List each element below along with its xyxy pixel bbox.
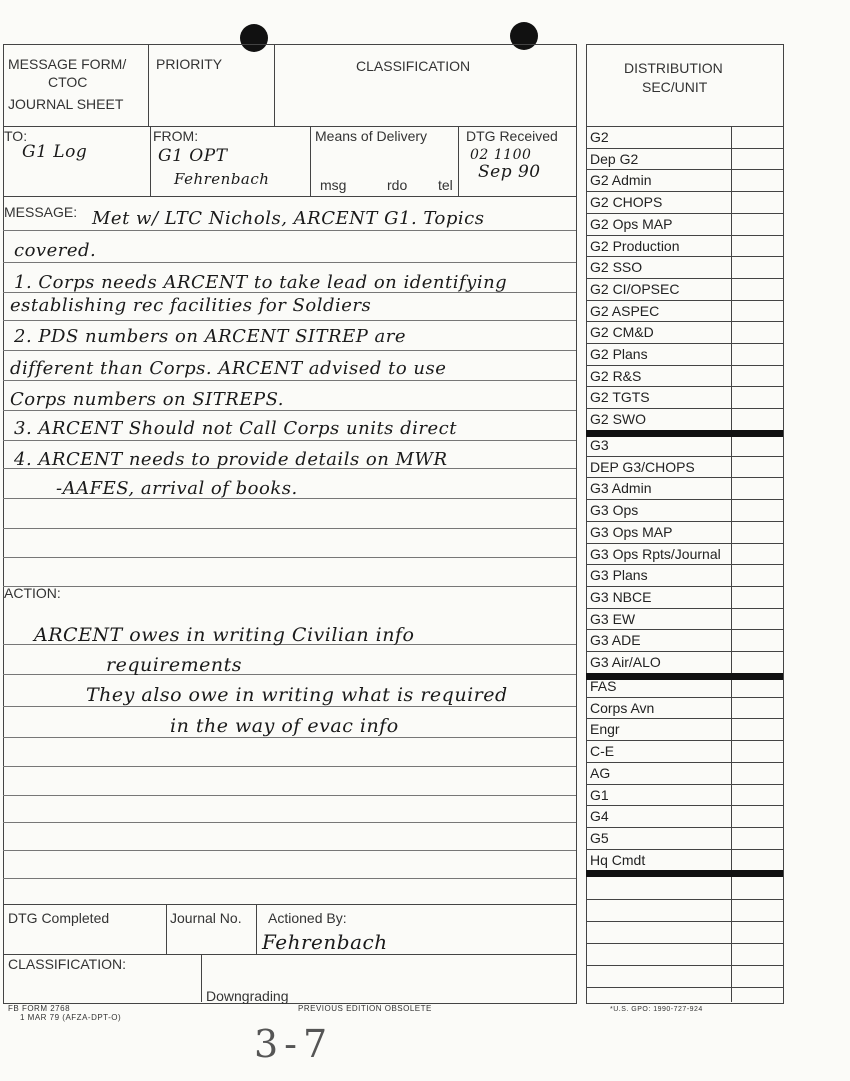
means-rdo: rdo bbox=[387, 177, 408, 193]
dtg-received-value-1: 02 1100 bbox=[470, 147, 532, 163]
distribution-row-line bbox=[586, 278, 783, 279]
distribution-row-line bbox=[586, 629, 783, 630]
distribution-item: G2 Ops MAP bbox=[590, 215, 673, 232]
distribution-item: Corps Avn bbox=[590, 699, 655, 716]
form-title-line1: MESSAGE FORM/ bbox=[8, 56, 127, 72]
action-line: They also owe in writing what is required bbox=[86, 684, 508, 706]
ruled-line bbox=[3, 795, 576, 796]
distribution-label: DISTRIBUTION bbox=[624, 60, 723, 76]
distribution-row-line bbox=[586, 408, 783, 409]
to-label: TO: bbox=[4, 128, 28, 144]
ruled-line bbox=[3, 706, 576, 707]
distribution-row-line bbox=[586, 740, 783, 741]
to-value: G1 Log bbox=[22, 142, 88, 162]
distribution-row-line bbox=[586, 300, 783, 301]
footer-classification-label: CLASSIFICATION: bbox=[8, 956, 126, 972]
distribution-row-line bbox=[586, 849, 783, 850]
distribution-row-line bbox=[586, 477, 783, 478]
distribution-item: G3 ADE bbox=[590, 632, 641, 649]
distribution-row-line bbox=[586, 697, 783, 698]
message-line: different than Corps. ARCENT advised to use bbox=[10, 358, 447, 379]
message-line: 3. ARCENT Should not Call Corps units direct bbox=[14, 418, 457, 439]
distribution-blank-row-line bbox=[586, 899, 783, 900]
distribution-row-line bbox=[586, 805, 783, 806]
message-line: 1. Corps needs ARCENT to take lead on identifying bbox=[14, 272, 508, 293]
ruled-line bbox=[3, 380, 576, 381]
ruled-line bbox=[3, 674, 576, 675]
distribution-item: DEP G3/CHOPS bbox=[590, 458, 695, 475]
distribution-item: G3 Ops Rpts/Journal bbox=[590, 545, 721, 562]
distribution-row-line bbox=[586, 386, 783, 387]
page-number: 3-7 bbox=[254, 1022, 334, 1066]
action-label: ACTION: bbox=[4, 585, 61, 601]
previous-edition-note: PREVIOUS EDITION OBSOLETE bbox=[298, 1004, 432, 1013]
action-line: requirements bbox=[106, 654, 243, 676]
ruled-line bbox=[3, 350, 576, 351]
ruled-line bbox=[3, 850, 576, 851]
message-line: -AAFES, arrival of books. bbox=[56, 478, 298, 499]
distribution-item: G4 bbox=[590, 808, 609, 825]
means-msg: msg bbox=[320, 177, 347, 193]
distribution-row-line bbox=[586, 343, 783, 344]
distribution-item: G3 Plans bbox=[590, 567, 648, 584]
ruled-line bbox=[3, 320, 576, 321]
distribution-row-line bbox=[586, 521, 783, 522]
distribution-item: G2 CHOPS bbox=[590, 194, 663, 211]
distribution-row-line bbox=[586, 784, 783, 785]
distribution-item: G3 bbox=[590, 437, 609, 453]
means-tel: tel bbox=[438, 177, 453, 193]
ruled-line bbox=[3, 557, 576, 558]
distribution-row-line bbox=[586, 827, 783, 828]
distribution-row-line bbox=[586, 564, 783, 565]
distribution-item: Engr bbox=[590, 721, 620, 738]
ruled-line bbox=[3, 878, 576, 879]
distribution-item: G2 TGTS bbox=[590, 389, 650, 406]
distribution-item: G2 R&S bbox=[590, 367, 642, 384]
distribution-row-line bbox=[586, 499, 783, 500]
distribution-item: G2 ASPEC bbox=[590, 302, 660, 319]
form-number-line1: FB FORM 2768 bbox=[8, 1004, 71, 1013]
gpo-note: *U.S. GPO: 1990-727-924 bbox=[610, 1006, 703, 1013]
form-title-line3: JOURNAL SHEET bbox=[8, 96, 124, 112]
distribution-blank-row-line bbox=[586, 987, 783, 988]
message-line: 2. PDS numbers on ARCENT SITREP are bbox=[14, 326, 407, 347]
dtg-received-label: DTG Received bbox=[466, 128, 558, 144]
classification-label: CLASSIFICATION bbox=[356, 58, 471, 74]
from-value-1: G1 OPT bbox=[158, 146, 228, 166]
distribution-row-line bbox=[586, 191, 783, 192]
action-line: ARCENT owes in writing Civilian info bbox=[34, 624, 415, 646]
ruled-line bbox=[3, 586, 576, 587]
distribution-row-line bbox=[586, 169, 783, 170]
distribution-blank-row-line bbox=[586, 965, 783, 966]
distribution-row-line bbox=[586, 608, 783, 609]
message-line: establishing rec facilities for Soldiers bbox=[10, 295, 372, 316]
distribution-item: C-E bbox=[590, 743, 615, 760]
distribution-item: G3 Ops MAP bbox=[590, 523, 673, 540]
distribution-item: G3 Ops bbox=[590, 502, 639, 519]
message-line: 4. ARCENT needs to provide details on MWR bbox=[14, 449, 448, 470]
journal-no-label: Journal No. bbox=[170, 910, 242, 926]
means-of-delivery-label: Means of Delivery bbox=[315, 128, 428, 144]
dtg-completed-label: DTG Completed bbox=[8, 910, 110, 926]
distribution-item: G2 SSO bbox=[590, 259, 643, 276]
distribution-row-line bbox=[586, 456, 783, 457]
priority-label: PRIORITY bbox=[156, 56, 223, 72]
downgrading-label: Downgrading bbox=[206, 988, 289, 1004]
form-frame bbox=[3, 44, 577, 1004]
action-line: in the way of evac info bbox=[170, 715, 399, 737]
distribution-row-line bbox=[586, 762, 783, 763]
distribution-item: G2 Admin bbox=[590, 172, 652, 189]
distribution-row-line bbox=[586, 148, 783, 149]
ruled-line bbox=[3, 766, 576, 767]
distribution-item: G2 Production bbox=[590, 237, 680, 254]
ruled-line bbox=[3, 528, 576, 529]
distribution-item: G3 NBCE bbox=[590, 588, 652, 605]
distribution-item: G2 bbox=[590, 129, 609, 145]
ruled-line bbox=[3, 822, 576, 823]
distribution-item: G5 bbox=[590, 829, 609, 846]
distribution-item: Dep G2 bbox=[590, 150, 639, 167]
ruled-line bbox=[3, 410, 576, 411]
ruled-line bbox=[3, 737, 576, 738]
actioned-by-signature: Fehrenbach bbox=[262, 930, 388, 954]
distribution-group-divider bbox=[586, 430, 783, 437]
distribution-item: G3 EW bbox=[590, 610, 636, 627]
ruled-line bbox=[3, 262, 576, 263]
form-title-line2: CTOC bbox=[48, 74, 88, 90]
distribution-row-line bbox=[586, 321, 783, 322]
message-line: covered. bbox=[14, 240, 97, 261]
distribution-item: G2 CM&D bbox=[590, 324, 654, 341]
distribution-item: AG bbox=[590, 764, 611, 781]
distribution-item: FAS bbox=[590, 678, 617, 694]
actioned-by-label: Actioned By: bbox=[268, 910, 347, 926]
message-label: MESSAGE: bbox=[4, 204, 78, 220]
distribution-item: G1 bbox=[590, 786, 609, 803]
distribution-sec-unit-label: SEC/UNIT bbox=[642, 79, 708, 95]
distribution-row-line bbox=[586, 543, 783, 544]
distribution-group-divider bbox=[586, 870, 783, 877]
distribution-row-line bbox=[586, 213, 783, 214]
distribution-row-line bbox=[586, 256, 783, 257]
distribution-row-line bbox=[586, 365, 783, 366]
from-value-2: Fehrenbach bbox=[174, 170, 270, 188]
distribution-item: G2 Plans bbox=[590, 346, 648, 362]
distribution-item: G2 SWO bbox=[590, 411, 647, 428]
distribution-item: G3 Air/ALO bbox=[590, 654, 661, 670]
ruled-line bbox=[3, 230, 576, 231]
distribution-row-line bbox=[586, 586, 783, 587]
message-line: Corps numbers on SITREPS. bbox=[10, 389, 285, 410]
distribution-item: G3 Admin bbox=[590, 480, 652, 497]
distribution-row-line bbox=[586, 235, 783, 236]
from-label: FROM: bbox=[153, 128, 199, 144]
ruled-line bbox=[3, 440, 576, 441]
message-line: Met w/ LTC Nichols, ARCENT G1. Topics bbox=[92, 208, 485, 229]
distribution-blank-row-line bbox=[586, 921, 783, 922]
form-number-line2: 1 MAR 79 (AFZA-DPT-O) bbox=[20, 1013, 122, 1022]
distribution-item: Hq Cmdt bbox=[590, 851, 646, 868]
distribution-blank-row-line bbox=[586, 943, 783, 944]
distribution-row-line bbox=[586, 651, 783, 652]
distribution-item: G2 CI/OPSEC bbox=[590, 280, 680, 297]
distribution-row-line bbox=[586, 718, 783, 719]
dtg-received-value-2: Sep 90 bbox=[478, 162, 541, 182]
